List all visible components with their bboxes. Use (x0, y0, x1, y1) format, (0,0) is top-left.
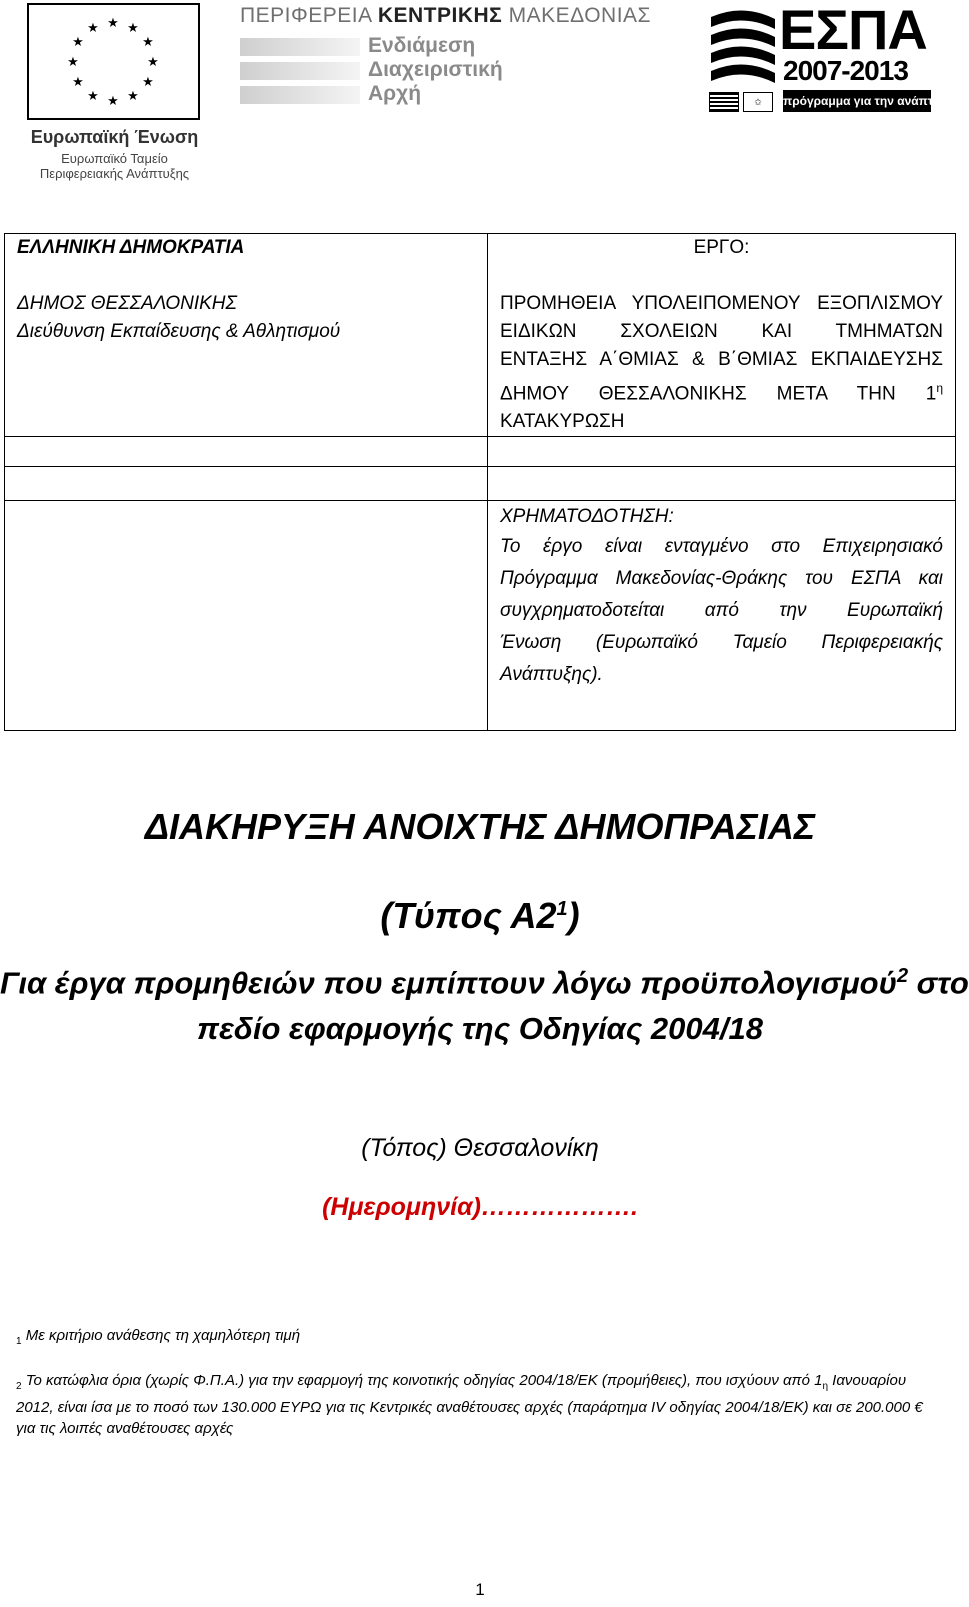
eu-logo-subtitle: Ευρωπαϊκό Ταμείο (61, 151, 168, 166)
project-line: ΕΝΤΑΞΗΣ Α΄ΘΜΙΑΣ & Β΄ΘΜΙΑΣ ΕΚΠΑΙΔΕΥΣΗΣ (500, 349, 943, 370)
project-line: ΕΙΔΙΚΩΝ ΣΧΟΛΕΙΩΝ ΚΑΙ ΤΜΗΜΑΤΩΝ (500, 321, 943, 342)
empty-cell (5, 437, 488, 467)
info-table (4, 233, 956, 731)
place-label: (Τόπος) Θεσσαλονίκη (361, 1134, 599, 1162)
date-label: (Ημερομηνία)………………. (322, 1193, 638, 1221)
page-number: 1 (475, 1580, 485, 1599)
svg-text:★: ★ (147, 54, 159, 69)
footnote-1: $_1$ Με κριτήριο ανάθεσης τη χαμηλότερη τιμή (16, 1327, 301, 1347)
country-label: ΕΛΛΗΝΙΚΗ ΔΗΜΟΚΡΑΤΙΑ (17, 237, 245, 258)
funding-line: Το έργο είναι ενταγμένο στο Επιχειρησιακό (500, 536, 943, 558)
svg-text:★: ★ (127, 20, 139, 35)
region-logo-line: Ενδιάμεση (368, 34, 476, 57)
funding-line: συγχρηματοδοτείται από την Ευρωπαϊκή (500, 600, 943, 622)
svg-text:★: ★ (107, 15, 119, 30)
region-logo-title: ΠΕΡΙΦΕΡΕΙΑ ΚΕΝΤΡΙΚΗΣ ΜΑΚΕΔΟΝΙΑΣ (240, 4, 652, 27)
funding-line: Πρόγραμμα Μακεδονίας-Θράκης του ΕΣΠΑ και (500, 568, 943, 590)
espa-logo-caption: πρόγραμμα για την ανάπτυξη (783, 90, 931, 112)
document-subtitle: Για έργα προμηθειών που εμπίπτουν λόγω προϋπολογισμού$^2$ στο (0, 965, 969, 1001)
svg-text:★: ★ (72, 34, 84, 49)
funding-line: Ανάπτυξης). (500, 664, 603, 686)
eu-logo-subtitle: Περιφερειακής Ανάπτυξης (39, 166, 190, 181)
espa-logo (709, 0, 953, 113)
project-line: ΠΡΟΜΗΘΕΙΑ ΥΠΟΛΕΙΠΟΜΕΝΟΥ ΕΞΟΠΛΙΣΜΟΥ (500, 293, 943, 314)
region-logo (240, 4, 678, 104)
footnote-2: $_2$ Το κατώφλια όρια (χωρίς Φ.Π.Α.) για την εφαρμογή της κοινοτικής οδηγίας 2004/18/ΕΚ (προμήθειες), που ισχύουν από $1_\eta$ Ιανουαρίου 2012, είναι ίσα με το ποσό των 130.000 ΕΥΡΩ για τις Κεντρικές αναθέτουσες αρχές (παράρτημα IV οδηγίας 2004/18/ΕΚ) και σε 200.000 € για τις λοιπές αναθέτουσες αρχές (16, 1372, 923, 1437)
svg-text:★: ★ (142, 34, 154, 49)
svg-text:★: ★ (87, 88, 99, 103)
document-subtitle: πεδίο εφαρμογής της Οδηγίας 2004/18 (197, 1011, 763, 1046)
funding-line: Ένωση (Ευρωπαϊκό Ταμείο Περιφερειακής (500, 632, 943, 654)
region-logo-line: Διαχειριστική (368, 58, 503, 81)
empty-cell (488, 467, 956, 501)
eu-logo-title: Ευρωπαϊκή Ένωση (30, 127, 199, 147)
document-title: ΔΙΑΚΗΡΥΞΗ ΑΝΟΙΧΤΗΣ ΔΗΜΟΠΡΑΣΙΑΣ (144, 806, 816, 847)
funding-label: ΧΡΗΜΑΤΟΔΟΤΗΣΗ: (500, 506, 674, 528)
region-logo-line: Αρχή (368, 82, 422, 105)
document-type: (Τύπος $A2^1$) (380, 895, 580, 936)
project-line: ΔΗΜΟΥ ΘΕΣΣΑΛΟΝΙΚΗΣ ΜΕΤΑ ΤΗΝ $1^\eta$ (500, 381, 943, 405)
department-label: Διεύθυνση Εκπαίδευσης & Αθλητισμού (17, 321, 341, 342)
svg-text:★: ★ (127, 88, 139, 103)
svg-text:★: ★ (67, 54, 79, 69)
espa-logo-word: ΕΣΠΑ (779, 0, 927, 61)
svg-text:★: ★ (72, 74, 84, 89)
project-cell (488, 234, 956, 437)
greek-flag-icon (709, 92, 739, 112)
municipality-label: ΔΗΜΟΣ ΘΕΣΣΑΛΟΝΙΚΗΣ (17, 293, 237, 314)
empty-cell (5, 501, 488, 731)
eu-flag-icon (27, 3, 200, 120)
svg-text:★: ★ (142, 74, 154, 89)
espa-logo-years: 2007-2013 (783, 55, 908, 86)
empty-cell (488, 437, 956, 467)
eu-flag-small-icon: ✩ (743, 92, 773, 112)
svg-text:★: ★ (87, 20, 99, 35)
svg-text:★: ★ (107, 93, 119, 108)
espa-waves-icon (709, 5, 777, 89)
funding-cell (488, 501, 956, 731)
empty-cell (5, 467, 488, 501)
project-label: ΕΡΓΟ: (693, 237, 750, 258)
issuer-cell (5, 234, 488, 437)
project-line: ΚΑΤΑΚΥΡΩΣΗ (500, 411, 625, 433)
eu-logo (27, 3, 202, 181)
